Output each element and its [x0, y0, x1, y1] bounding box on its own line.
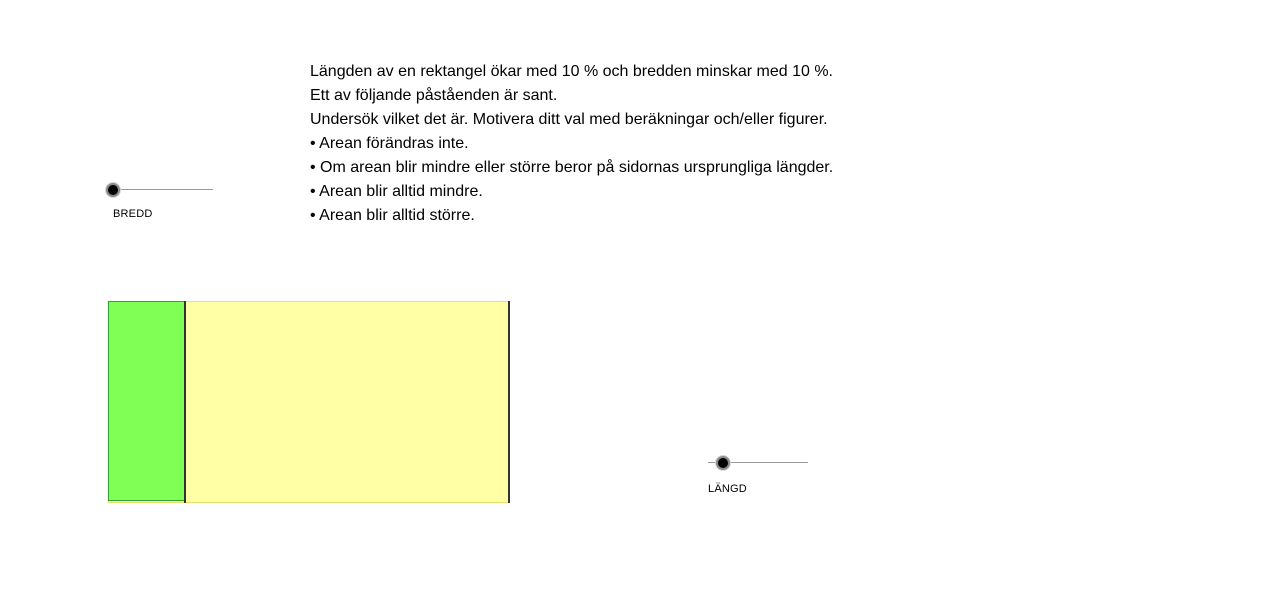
- statement-always-larger: • Arean blir alltid större.: [310, 207, 475, 224]
- statement-always-smaller: • Arean blir alltid mindre.: [310, 183, 483, 200]
- statement-area-unchanged: • Arean förändras inte.: [310, 135, 469, 152]
- langd-slider-thumb[interactable]: [716, 456, 730, 470]
- removed-width-strip: [108, 301, 186, 501]
- bredd-slider[interactable]: [113, 183, 213, 197]
- statement-depends-on-sides: • Om arean blir mindre eller större beror på sidornas ursprungliga längder.: [310, 159, 834, 176]
- langd-slider[interactable]: [708, 456, 808, 470]
- problem-line-3: Undersök vilket det är. Motivera ditt val med beräkningar och/eller figurer.: [310, 111, 828, 128]
- bredd-slider-thumb[interactable]: [106, 183, 120, 197]
- bredd-slider-track[interactable]: [113, 189, 213, 190]
- bredd-slider-label: BREDD: [113, 208, 153, 220]
- rectangle-figure: [108, 301, 510, 503]
- problem-line-2: Ett av följande påståenden är sant.: [310, 87, 558, 104]
- problem-line-1: Längden av en rektangel ökar med 10 % och bredden minskar med 10 %.: [310, 63, 833, 80]
- green-strip-edge: [184, 301, 186, 503]
- langd-slider-label: LÄNGD: [708, 483, 747, 495]
- rectangle-right-edge: [508, 301, 510, 503]
- problem-text: [310, 60, 930, 228]
